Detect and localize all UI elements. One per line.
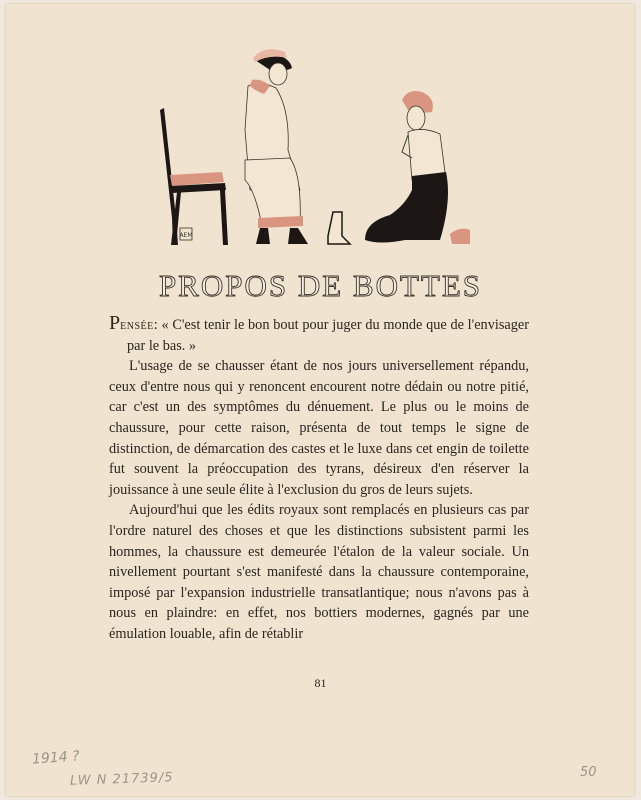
chair-icon	[160, 108, 228, 245]
pencil-number-annotation: 50	[580, 765, 597, 780]
boot-icon	[328, 212, 350, 244]
slipper-icon	[450, 229, 470, 244]
pencil-reference-annotation: LW N 21739/5	[69, 770, 174, 789]
svg-text:AEM: AEM	[179, 232, 193, 239]
opening-label: ensée	[120, 317, 154, 333]
article-title: PROPOS DE BOTTES	[158, 268, 483, 303]
opening-quote: : « C'est tenir le bon bout pour juger du monde que de l'envisager par le bas. »	[127, 317, 529, 354]
fashion-plate-illustration-icon	[150, 40, 480, 250]
pencil-year-annotation: 1914 ?	[31, 748, 81, 768]
paragraph-usage: L'usage de se chausser étant de nos jours universellement répandu, ceux d'entre nous qui y renoncent encourent notre dédain ou notre pitié, car c'est un des symptômes du dénuement. Le plus ou le moins de chaussure, pour cette raison, présenta de tout temps le signe de distinction, de démarcation des castes et le luxe dans cet engin de toilette fut souvent la préoccupation des tyrans, désireux d'en réserver la jouissance à une seule élite à l'exclusion du gros de leurs sujets.	[109, 358, 529, 498]
paragraph-today: Aujourd'hui que les édits royaux sont remplacés en plusieurs cas par l'ordre naturel des choses et que les distinctions subsistent parmi les hommes, la chaussure est demeurée l'étalon de la valeur sociale. Un nivellement pourtant s'est manifesté dans la chaussure contemporaine, imposé par l'expansion industrielle transatlantique; nous n'avons pas à nous en plaindre: en effet, nos bottiers modernes, gagnés par une émulation louable, afin de rétablir	[109, 502, 529, 642]
seated-woman-figure	[245, 49, 308, 244]
page-number: 81	[314, 676, 327, 690]
paragraph-opening	[109, 313, 529, 356]
drop-cap: P	[109, 312, 121, 334]
article-body	[109, 313, 529, 645]
artist-monogram	[179, 228, 192, 240]
kneeling-figure	[365, 91, 448, 243]
